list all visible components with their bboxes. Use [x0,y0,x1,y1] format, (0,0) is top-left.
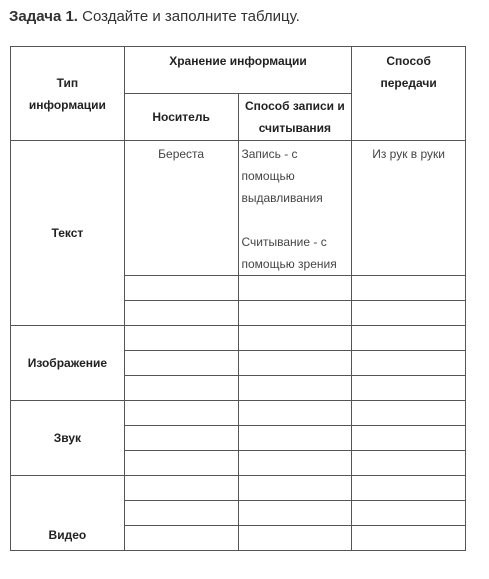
example-carrier: Береста [124,141,238,276]
empty-cell [238,276,352,301]
example-method [238,141,352,276]
empty-cell [124,276,238,301]
example-method-line1: Запись - с [241,147,298,161]
example-method-line6: помощью зрения [241,257,337,271]
row-label-image: Изображение [11,326,125,401]
empty-cell [238,451,352,476]
empty-cell [352,376,466,401]
empty-cell [352,326,466,351]
header-carrier: Носитель [124,94,238,141]
empty-cell [352,351,466,376]
empty-cell [238,326,352,351]
empty-cell [124,426,238,451]
empty-cell [124,501,238,526]
empty-cell [352,451,466,476]
header-transfer-line1: Способ [386,54,431,68]
header-type [11,47,125,141]
empty-cell [124,401,238,426]
row-label-video: Видео [11,476,125,551]
empty-cell [238,476,352,501]
example-method-line5: Считывание - с [241,235,327,249]
task-heading [9,8,300,25]
task-label: Задача 1. [9,8,78,25]
example-method-line3: выдавливания [241,191,323,205]
header-type-line2: информации [28,97,106,112]
empty-cell [124,326,238,351]
empty-cell [124,301,238,326]
header-transfer [352,47,466,141]
task-text: Создайте и заполните таблицу. [77,8,300,25]
empty-cell [124,351,238,376]
example-method-line2: помощью [241,169,295,183]
empty-cell [352,401,466,426]
empty-cell [238,526,352,551]
empty-cell [238,501,352,526]
row-label-sound: Звук [11,401,125,476]
row-label-text: Текст [11,141,125,326]
empty-cell [352,526,466,551]
empty-cell [238,426,352,451]
empty-cell [352,276,466,301]
empty-cell [238,301,352,326]
empty-cell [238,401,352,426]
empty-cell [238,351,352,376]
empty-cell [352,476,466,501]
info-table [10,46,466,551]
header-method [238,94,352,141]
empty-cell [238,376,352,401]
header-storage: Хранение информации [124,47,352,94]
example-method-line4 [242,209,352,231]
empty-cell [352,501,466,526]
empty-cell [124,476,238,501]
empty-cell [124,526,238,551]
header-type-line1: Тип [56,75,79,90]
header-method-line2: считывания [258,121,332,135]
header-method-line1: Способ записи и [245,99,345,113]
empty-cell [352,426,466,451]
empty-cell [124,451,238,476]
header-transfer-line2: передачи [380,76,437,90]
empty-cell [352,301,466,326]
empty-cell [124,376,238,401]
example-transfer: Из рук в руки [352,141,466,276]
